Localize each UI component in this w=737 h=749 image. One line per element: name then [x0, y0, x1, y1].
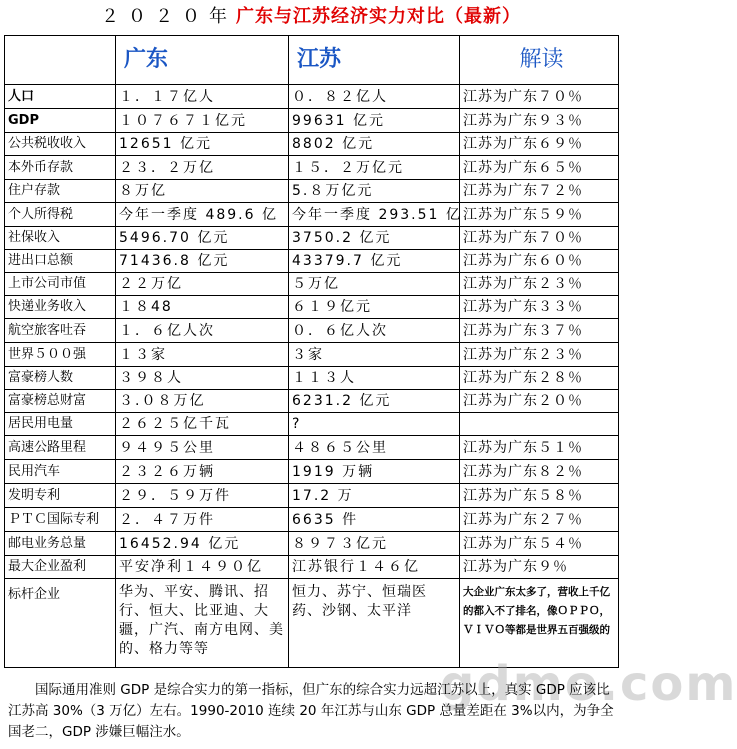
table-row	[5, 156, 619, 180]
row-label: GDP	[5, 109, 116, 133]
table-row	[5, 250, 619, 273]
interpretation-value: 江苏为广东６５％	[460, 156, 619, 180]
table-row	[5, 203, 619, 227]
table-row	[5, 460, 619, 484]
interpretation-value: 江苏为广东８２％	[460, 460, 619, 484]
interpretation-value: 江苏为广东５９％	[460, 203, 619, 227]
guangdong-value: 今年一季度 489.6 亿	[116, 203, 289, 227]
row-label: 个人所得税	[5, 203, 116, 227]
guangdong-value: ２９．５９万件	[116, 484, 289, 508]
jiangsu-value: ０．８２亿人	[289, 85, 460, 109]
table-row	[5, 508, 619, 532]
row-label: 本外币存款	[5, 156, 116, 180]
row-label: 公共税收收入	[5, 133, 116, 156]
row-label: 进出口总额	[5, 250, 116, 273]
table-row	[5, 296, 619, 319]
table-row	[5, 532, 619, 556]
row-label: 民用汽车	[5, 460, 116, 484]
table-row	[5, 436, 619, 460]
row-label: 人口	[5, 85, 116, 109]
table-row	[5, 343, 619, 367]
row-label: 社保收入	[5, 227, 116, 250]
guangdong-value: 华为、平安、腾讯、招行、恒大、比亚迪、大疆，广汽、南方电网、美的、格力等等	[116, 579, 289, 668]
row-label: 发明专利	[5, 484, 116, 508]
table-row	[5, 390, 619, 413]
jiangsu-value: 江苏银行１４６亿	[289, 556, 460, 579]
interpretation-value: 江苏为广东２７％	[460, 508, 619, 532]
interpretation-value: 江苏为广东６０％	[460, 250, 619, 273]
header-blank	[5, 36, 116, 85]
interpretation-value: 江苏为广东７２％	[460, 180, 619, 203]
table-row	[5, 227, 619, 250]
jiangsu-value: ５万亿	[289, 273, 460, 296]
footer-note: 国际通用准则 GDP 是综合实力的第一指标，但广东的综合实力远超江苏以上，真实 GDP 应该比江苏高 30%（3 万亿）左右。1990-2010 连续 20 年江苏与山东 GDP 总量差距在 3%以内，为争全国老二，GDP 涉嫌巨幅注水。	[8, 682, 614, 740]
interpretation-value: 江苏为广东７０％	[460, 227, 619, 250]
table-row	[5, 273, 619, 296]
guangdong-value: 平安净利１４９０亿	[116, 556, 289, 579]
interpretation-value: 江苏为广东７０％	[460, 85, 619, 109]
jiangsu-value: 43379.7 亿元	[289, 250, 460, 273]
jiangsu-value: ０．６亿人次	[289, 319, 460, 343]
guangdong-value: ２３．２万亿	[116, 156, 289, 180]
jiangsu-value: 8802 亿元	[289, 133, 460, 156]
comparison-table	[4, 35, 619, 668]
row-label: 富豪榜人数	[5, 367, 116, 390]
jiangsu-value: 6231.2 亿元	[289, 390, 460, 413]
guangdong-value: ２２万亿	[116, 273, 289, 296]
jiangsu-value: ?	[289, 413, 460, 436]
guangdong-value: １８48	[116, 296, 289, 319]
row-label: 上市公司市值	[5, 273, 116, 296]
interpretation-value: 江苏为广东２３％	[460, 343, 619, 367]
interpretation-value: 江苏为广东３７％	[460, 319, 619, 343]
guangdong-value: 12651 亿元	[116, 133, 289, 156]
jiangsu-value: ４８６５公里	[289, 436, 460, 460]
interpretation-value: 江苏为广东９３％	[460, 109, 619, 133]
jiangsu-value: 5.８万亿元	[289, 180, 460, 203]
table-row	[5, 109, 619, 133]
jiangsu-value: 17.2 万	[289, 484, 460, 508]
guangdong-value: ８万亿	[116, 180, 289, 203]
header-row	[5, 36, 619, 85]
jiangsu-value: １５．２万亿元	[289, 156, 460, 180]
jiangsu-value: ３家	[289, 343, 460, 367]
interpretation-value: 江苏为广东２３％	[460, 273, 619, 296]
row-label: ＰＴＣ国际专利	[5, 508, 116, 532]
row-label: 标杆企业	[5, 579, 116, 668]
interpretation-value: 江苏为广东２８％	[460, 367, 619, 390]
interpretation-value: 江苏为广东６９％	[460, 133, 619, 156]
table-row	[5, 133, 619, 156]
jiangsu-value: 恒力、苏宁、恒瑞医药、沙钢、太平洋	[289, 579, 460, 668]
interpretation-value: 江苏为广东５８％	[460, 484, 619, 508]
jiangsu-value: 1919 万辆	[289, 460, 460, 484]
guangdong-value: ３９８人	[116, 367, 289, 390]
guangdong-value: １３家	[116, 343, 289, 367]
row-label: 居民用电量	[5, 413, 116, 436]
guangdong-value: 71436.8 亿元	[116, 250, 289, 273]
benchmark-row	[5, 579, 619, 668]
guangdong-value: ３.０８万亿	[116, 390, 289, 413]
guangdong-value: ９４９５公里	[116, 436, 289, 460]
jiangsu-value: 3750.2 亿元	[289, 227, 460, 250]
table-row	[5, 556, 619, 579]
guangdong-value: ２６２５亿千瓦	[116, 413, 289, 436]
row-label: 住户存款	[5, 180, 116, 203]
row-label: 航空旅客吐吞	[5, 319, 116, 343]
interpretation-value	[460, 413, 619, 436]
guangdong-value: １０７６７１亿元	[116, 109, 289, 133]
row-label: 快递业务收入	[5, 296, 116, 319]
row-label: 富豪榜总财富	[5, 390, 116, 413]
title-year: ２０２０年	[101, 6, 236, 27]
guangdong-value: １．１７亿人	[116, 85, 289, 109]
interpretation-value: 江苏为广东２０％	[460, 390, 619, 413]
row-label: 最大企业盈利	[5, 556, 116, 579]
interpretation-value: 江苏为广东９％	[460, 556, 619, 579]
interpretation-value: 江苏为广东５４％	[460, 532, 619, 556]
table-row	[5, 180, 619, 203]
jiangsu-value: １１３人	[289, 367, 460, 390]
guangdong-value: 5496.70 亿元	[116, 227, 289, 250]
table-row	[5, 413, 619, 436]
jiangsu-value: ６１９亿元	[289, 296, 460, 319]
header-guangdong: 广东	[116, 36, 289, 85]
title-main: 广东与江苏经济实力对比（最新）	[236, 6, 521, 27]
jiangsu-value: 99631 亿元	[289, 109, 460, 133]
table-row	[5, 319, 619, 343]
jiangsu-value: 6635 件	[289, 508, 460, 532]
table-row	[5, 85, 619, 109]
guangdong-value: １．６亿人次	[116, 319, 289, 343]
page-title	[0, 6, 622, 28]
row-label: 世界５００强	[5, 343, 116, 367]
guangdong-value: 16452.94 亿元	[116, 532, 289, 556]
interpretation-value: 江苏为广东３３％	[460, 296, 619, 319]
header-jiangsu: 江苏	[289, 36, 460, 85]
guangdong-value: ２．４７万件	[116, 508, 289, 532]
jiangsu-value: 今年一季度 293.51 亿	[289, 203, 460, 227]
jiangsu-value: ８９７３亿元	[289, 532, 460, 556]
interpretation-value: 大企业广东太多了，营收上千亿的都入不了排名，像ＯＰＰＯ，ＶＩＶＯ等都是世界五百强级的	[460, 579, 619, 668]
table-row	[5, 484, 619, 508]
header-interpretation: 解读	[460, 36, 619, 85]
row-label: 邮电业务总量	[5, 532, 116, 556]
guangdong-value: ２３２６万辆	[116, 460, 289, 484]
watermark: gdmo.com	[440, 656, 737, 712]
interpretation-value: 江苏为广东５１％	[460, 436, 619, 460]
table-row	[5, 367, 619, 390]
row-label: 高速公路里程	[5, 436, 116, 460]
